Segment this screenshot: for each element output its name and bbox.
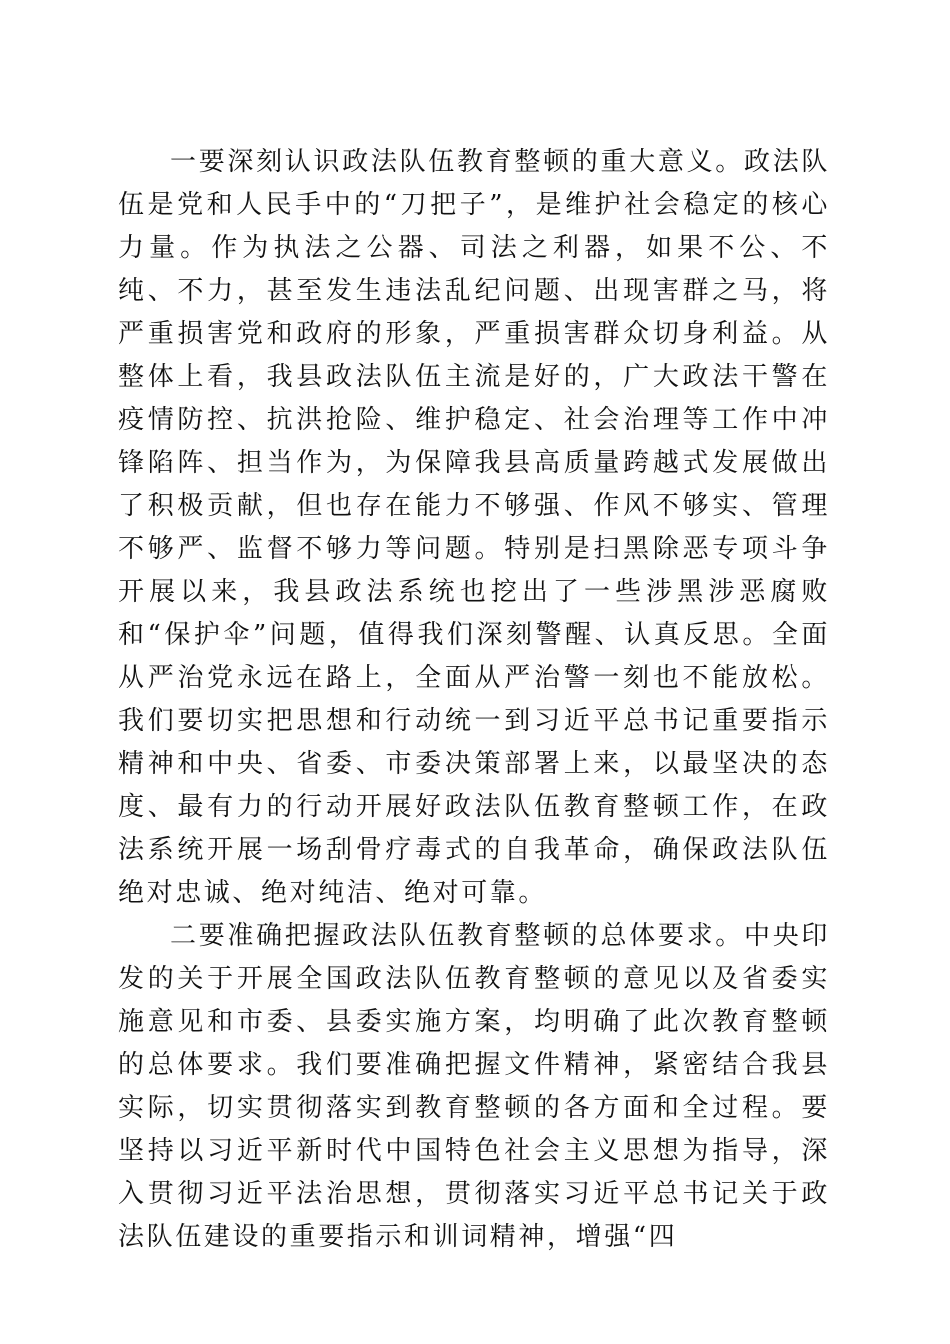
paragraph-2: 二要准确把握政法队伍教育整顿的总体要求。中央印发的关于开展全国政法队伍教育整顿的意见以及省委实施意见和市委、县委实施方案，均明确了此次教育整顿的总体要求。我们要准确把握文件精神，紧密结合我县实际，切实贯彻落实到教育整顿的各方面和全过程。要坚持以习近平新时代中国特色社会主义思想为指导，深入贯彻习近平法治思想，贯彻落实习近平总书记关于政法队伍建设的重要指示和训词精神，增强“四	[118, 921, 830, 1252]
document-body	[118, 141, 830, 1259]
paragraph-1: 一要深刻认识政法队伍教育整顿的重大意义。政法队伍是党和人民手中的“刀把子”，是维护社会稳定的核心力量。作为执法之公器、司法之利器，如果不公、不纯、不力，甚至发生违法乱纪问题、出现害群之马，将严重损害党和政府的形象，严重损害群众切身利益。从整体上看，我县政法队伍主流是好的，广大政法干警在疫情防控、抗洪抢险、维护稳定、社会治理等工作中冲锋陷阵、担当作为，为保障我县高质量跨越式发展做出了积极贡献，但也存在能力不够强、作风不够实、管理不够严、监督不够力等问题。特别是扫黑除恶专项斗争开展以来，我县政法系统也挖出了一些涉黑涉恶腐败和“保护伞”问题，值得我们深刻警醒、认真反思。全面从严治党永远在路上，全面从严治警一刻也不能放松。我们要切实把思想和行动统一到习近平总书记重要指示精神和中央、省委、市委决策部署上来，以最坚决的态度、最有力的行动开展好政法队伍教育整顿工作，在政法系统开展一场刮骨疗毒式的自我革命，确保政法队伍绝对忠诚、绝对纯洁、绝对可靠。	[118, 147, 830, 908]
